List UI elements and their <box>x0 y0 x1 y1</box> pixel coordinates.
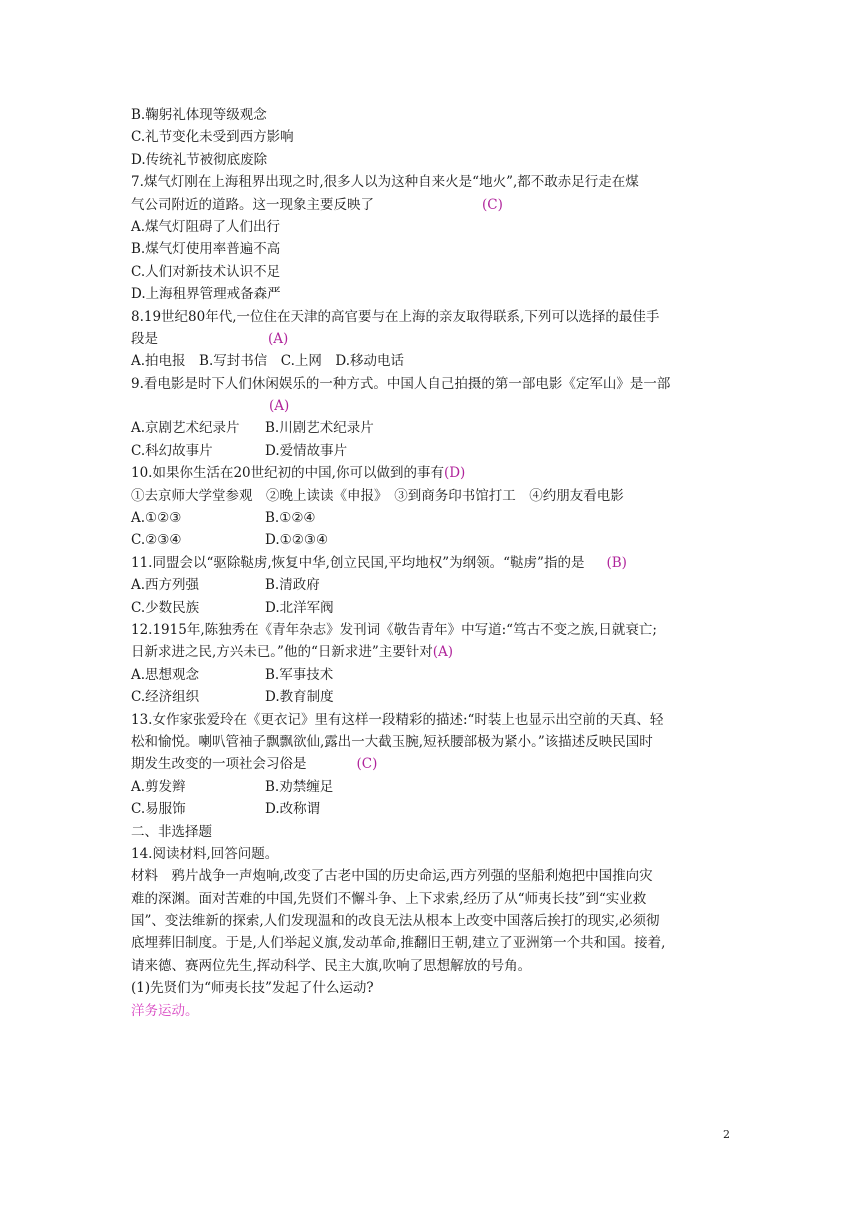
answer-mark: (C) <box>356 756 378 773</box>
line-text: 松和愉悦。喇叭管袖子飘飘欲仙,露出一大截玉腕,短袄腰部极为紧小。”该描述反映民国时 <box>131 733 653 750</box>
answer-mark: (A) <box>269 398 290 415</box>
line-text: 期发生改变的一项社会习俗是 <box>131 756 307 773</box>
line-text: 请来德、赛两位先生,挥动科学、民主大旗,吹响了思想解放的号角。 <box>131 957 532 974</box>
text-line <box>131 529 731 551</box>
line-text: A.煤气灯阻碍了人们出行 <box>131 218 281 235</box>
line-text: C.人们对新技术认识不足 <box>131 263 281 280</box>
line-text: A.思想观念 <box>131 666 200 683</box>
option-text: D.教育制度 <box>265 689 334 706</box>
text-line <box>131 1000 731 1022</box>
text-line <box>131 821 731 843</box>
text-line <box>131 977 731 999</box>
line-text: A.①②③ <box>131 510 182 527</box>
text-line <box>131 932 731 954</box>
answer-mark: (A) <box>268 330 289 347</box>
line-text: C.礼节变化未受到西方影响 <box>131 129 294 146</box>
line-text: C.易服饰 <box>131 801 186 818</box>
page-number: 2 <box>723 1128 730 1141</box>
line-text: 11.同盟会以“驱除鞑虏,恢复中华,创立民国,平均地权”为纲领。“鞑虏”指的是 <box>131 554 585 571</box>
line-text: 难的深渊。面对苦难的中国,先贤们不懈斗争、上下求索,经历了从“师夷长技”到“实业救 <box>131 890 647 907</box>
text-line <box>131 149 731 171</box>
text-line <box>131 798 731 820</box>
option-text: B.川剧艺术纪录片 <box>265 420 374 437</box>
line-text: A.西方列强 <box>131 577 200 594</box>
text-line <box>131 731 731 753</box>
text-line <box>131 753 731 775</box>
line-text: A.拍电报 B.写封书信 C.上网 D.移动电话 <box>131 353 405 370</box>
line-text: 10.如果你生活在20世纪初的中国,你可以做到的事有 <box>131 465 444 482</box>
text-line <box>131 709 731 731</box>
option-text: D.北洋军阀 <box>265 599 334 616</box>
line-text: 13.女作家张爱玲在《更衣记》里有这样一段精彩的描述:“时装上也显示出空前的天真、轻 <box>131 711 664 728</box>
text-line <box>131 306 731 328</box>
answer-text: 洋务运动。 <box>131 1002 199 1019</box>
text-line <box>131 686 731 708</box>
line-text: C.②③④ <box>131 532 182 549</box>
option-text: B.清政府 <box>265 577 320 594</box>
line-text: D.上海租界管理戒备森严 <box>131 286 281 303</box>
text-line <box>131 194 731 216</box>
text-line <box>131 238 731 260</box>
text-line <box>131 597 731 619</box>
text-line <box>131 440 731 462</box>
text-line <box>131 664 731 686</box>
line-text: 段是 <box>131 330 158 347</box>
line-text: 日新求进之民,方兴未已。”他的“日新求进”主要针对 <box>131 644 433 661</box>
line-text: B.鞠躬礼体现等级观念 <box>131 107 267 123</box>
line-text: (1)先贤们为“师夷长技”发起了什么运动? <box>131 980 374 997</box>
line-text: A.京剧艺术纪录片 <box>131 420 240 437</box>
line-text: C.科幻故事片 <box>131 442 213 459</box>
line-text: 国”、变法维新的探索,人们发现温和的改良无法从根本上改变中国落后挨打的现实,必须彻 <box>131 913 660 930</box>
line-text: B.煤气灯使用率普遍不高 <box>131 241 281 258</box>
text-line <box>131 574 731 596</box>
text-line <box>131 395 731 417</box>
line-text: C.经济组织 <box>131 689 200 706</box>
option-text: B.①②④ <box>265 510 316 527</box>
line-text: ①去京师大学堂参观 ②晚上读读《申报》 ③到商务印书馆打工 ④约朋友看电影 <box>131 487 624 504</box>
option-text: B.劝禁缠足 <box>265 778 334 795</box>
line-text: 8.19世纪80年代,一位住在天津的高官要与在上海的亲友取得联系,下列可以选择的最佳手 <box>131 308 660 325</box>
line-text: 底埋葬旧制度。于是,人们举起义旗,发动革命,推翻旧王朝,建立了亚洲第一个共和国。接着, <box>131 935 666 952</box>
answer-mark: (D) <box>443 465 466 482</box>
text-line <box>131 507 731 529</box>
answer-mark: (B) <box>606 554 627 571</box>
text-line <box>131 462 731 484</box>
line-text: A.剪发辫 <box>131 778 186 795</box>
answer-mark: (C) <box>482 196 503 213</box>
text-line <box>131 888 731 910</box>
text-line <box>131 955 731 977</box>
line-text: 气公司附近的道路。这一现象主要反映了 <box>131 196 374 213</box>
text-line <box>131 216 731 238</box>
text-line <box>131 843 731 865</box>
text-line <box>131 328 731 350</box>
text-line <box>131 776 731 798</box>
option-text: D.爱情故事片 <box>265 442 348 459</box>
document-body <box>131 104 731 1022</box>
text-line <box>131 171 731 193</box>
text-line <box>131 865 731 887</box>
text-line <box>131 485 731 507</box>
text-line <box>131 104 731 126</box>
text-line <box>131 552 731 574</box>
text-line <box>131 261 731 283</box>
text-line <box>131 373 731 395</box>
text-line <box>131 619 731 641</box>
line-text: 12.1915年,陈独秀在《青年杂志》发刊词《敬告青年》中写道:“笃古不变之族,日就衰亡; <box>131 621 657 638</box>
text-line <box>131 350 731 372</box>
text-line <box>131 283 731 305</box>
text-line <box>131 417 731 439</box>
line-text: 7.煤气灯刚在上海租界出现之时,很多人以为这种自来火是“地火”,都不敢赤足行走在煤 <box>131 174 639 191</box>
option-text: B.军事技术 <box>265 666 334 683</box>
text-line <box>131 126 731 148</box>
text-line <box>131 910 731 932</box>
line-text: D.传统礼节被彻底废除 <box>131 151 268 168</box>
option-text: D.①②③④ <box>265 532 329 549</box>
line-text: C.少数民族 <box>131 599 200 616</box>
option-text: D.改称谓 <box>265 801 321 818</box>
line-text: 二、非选择题 <box>131 823 212 840</box>
answer-mark: (A) <box>432 644 454 661</box>
line-text: 9.看电影是时下人们休闲娱乐的一种方式。中国人自己拍摄的第一部电影《定军山》是一部 <box>131 375 671 392</box>
line-text: 14.阅读材料,回答问题。 <box>131 845 279 862</box>
text-line <box>131 641 731 663</box>
line-text: 材料 鸦片战争一声炮响,改变了古老中国的历史命运,西方列强的坚船利炮把中国推向灾 <box>131 868 653 885</box>
